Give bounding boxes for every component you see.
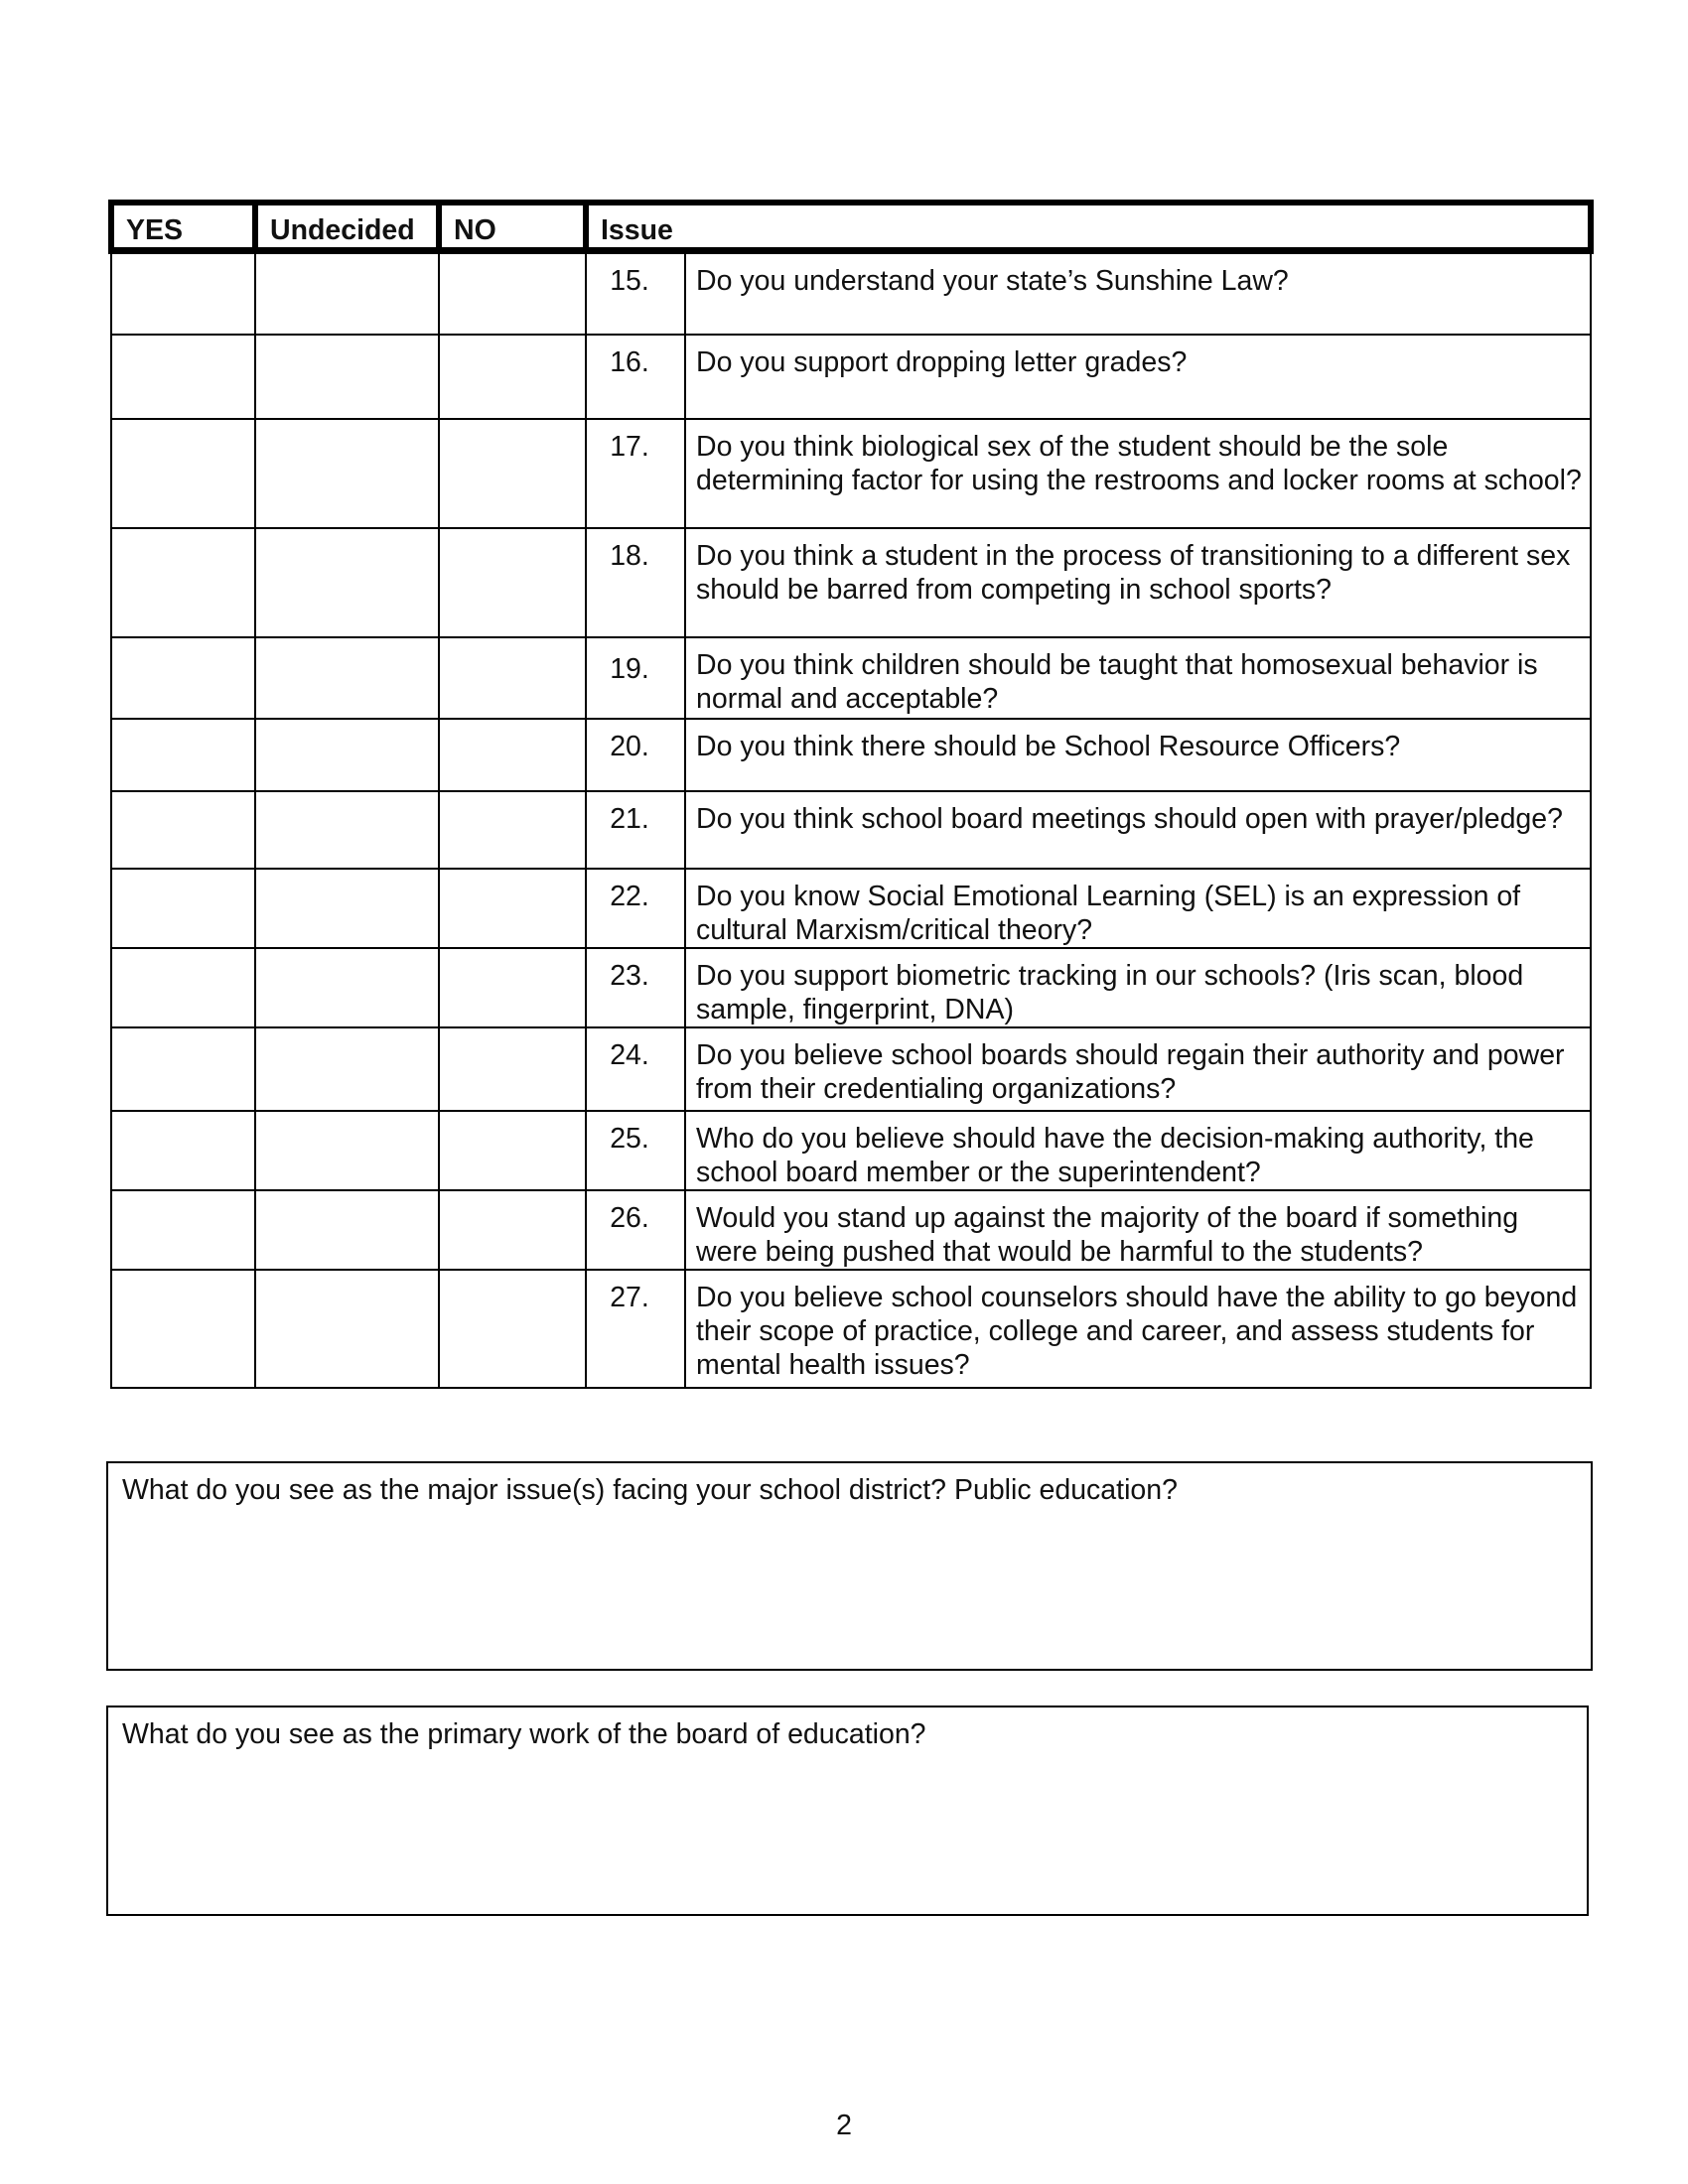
question-text: Do you think there should be School Resource Officers? [685, 719, 1591, 791]
yes-answer-box[interactable] [111, 251, 255, 335]
question-text: Would you stand up against the majority of the board if something were being pushed that would be harmful to the students? [685, 1190, 1591, 1270]
question-number: 23. [586, 948, 685, 1027]
undecided-answer-box[interactable] [255, 251, 439, 335]
table-row [111, 869, 1591, 948]
question-number: 19. [586, 637, 685, 719]
primary-work-prompt: What do you see as the primary work of the board of education? [122, 1718, 926, 1750]
table-header-row [111, 203, 1591, 251]
question-number: 27. [586, 1270, 685, 1388]
no-answer-box[interactable] [439, 948, 586, 1027]
question-text: Who do you believe should have the decision-making authority, the school board member or the superintendent? [685, 1111, 1591, 1190]
question-number: 25. [586, 1111, 685, 1190]
no-answer-box[interactable] [439, 1027, 586, 1111]
question-number: 24. [586, 1027, 685, 1111]
no-answer-box[interactable] [439, 869, 586, 948]
question-number: 17. [586, 419, 685, 528]
question-text: Do you think a student in the process of transitioning to a different sex should be barred from competing in school sports? [685, 528, 1591, 637]
page-number: 2 [836, 2110, 852, 2141]
no-answer-box[interactable] [439, 1111, 586, 1190]
undecided-answer-box[interactable] [255, 528, 439, 637]
yes-answer-box[interactable] [111, 1190, 255, 1270]
question-number: 21. [586, 791, 685, 869]
no-answer-box[interactable] [439, 419, 586, 528]
primary-work-question-box [106, 1706, 1589, 1916]
yes-answer-box[interactable] [111, 528, 255, 637]
question-text: Do you think children should be taught that homosexual behavior is normal and acceptable? [685, 637, 1591, 719]
question-text: Do you think school board meetings should open with prayer/pledge? [685, 791, 1591, 869]
table-row [111, 1270, 1591, 1388]
table-row [111, 948, 1591, 1027]
no-answer-box[interactable] [439, 719, 586, 791]
undecided-answer-box[interactable] [255, 1027, 439, 1111]
question-number: 15. [586, 251, 685, 335]
undecided-answer-box[interactable] [255, 1190, 439, 1270]
no-answer-box[interactable] [439, 637, 586, 719]
yes-answer-box[interactable] [111, 1027, 255, 1111]
header-issue: Issue [586, 203, 1591, 251]
yes-answer-box[interactable] [111, 419, 255, 528]
no-answer-box[interactable] [439, 528, 586, 637]
table-row [111, 1190, 1591, 1270]
table-row [111, 791, 1591, 869]
table-row [111, 1027, 1591, 1111]
question-text: Do you support dropping letter grades? [685, 335, 1591, 419]
primary-work-answer-field[interactable] [122, 1751, 1577, 1894]
major-issues-prompt: What do you see as the major issue(s) facing your school district? Public education? [122, 1474, 1178, 1506]
no-answer-box[interactable] [439, 791, 586, 869]
yes-answer-box[interactable] [111, 869, 255, 948]
question-number: 26. [586, 1190, 685, 1270]
undecided-answer-box[interactable] [255, 637, 439, 719]
undecided-answer-box[interactable] [255, 791, 439, 869]
yes-answer-box[interactable] [111, 1111, 255, 1190]
undecided-answer-box[interactable] [255, 719, 439, 791]
major-issues-answer-field[interactable] [122, 1507, 1581, 1650]
undecided-answer-box[interactable] [255, 419, 439, 528]
yes-answer-box[interactable] [111, 335, 255, 419]
table-row [111, 419, 1591, 528]
question-text: Do you believe school counselors should have the ability to go beyond their scope of practice, college and career, and assess students for mental health issues? [685, 1270, 1591, 1388]
header-yes: YES [111, 203, 255, 251]
table-row [111, 335, 1591, 419]
no-answer-box[interactable] [439, 1190, 586, 1270]
major-issues-question-box [106, 1461, 1593, 1671]
table-row [111, 637, 1591, 719]
header-undecided: Undecided [255, 203, 439, 251]
no-answer-box[interactable] [439, 251, 586, 335]
undecided-answer-box[interactable] [255, 948, 439, 1027]
undecided-answer-box[interactable] [255, 869, 439, 948]
question-number: 18. [586, 528, 685, 637]
undecided-answer-box[interactable] [255, 335, 439, 419]
question-number: 22. [586, 869, 685, 948]
table-row [111, 528, 1591, 637]
no-answer-box[interactable] [439, 1270, 586, 1388]
question-text: Do you support biometric tracking in our schools? (Iris scan, blood sample, fingerprint, DNA) [685, 948, 1591, 1027]
undecided-answer-box[interactable] [255, 1111, 439, 1190]
header-no: NO [439, 203, 586, 251]
question-text: Do you understand your state’s Sunshine Law? [685, 251, 1591, 335]
table-row [111, 1111, 1591, 1190]
table-row [111, 719, 1591, 791]
yes-answer-box[interactable] [111, 791, 255, 869]
no-answer-box[interactable] [439, 335, 586, 419]
yes-answer-box[interactable] [111, 719, 255, 791]
table-row [111, 251, 1591, 335]
yes-answer-box[interactable] [111, 1270, 255, 1388]
yes-answer-box[interactable] [111, 948, 255, 1027]
question-number: 16. [586, 335, 685, 419]
undecided-answer-box[interactable] [255, 1270, 439, 1388]
issues-survey-table [108, 200, 1594, 1389]
question-text: Do you know Social Emotional Learning (SEL) is an expression of cultural Marxism/critical theory? [685, 869, 1591, 948]
question-text: Do you believe school boards should regain their authority and power from their credentialing organizations? [685, 1027, 1591, 1111]
question-number: 20. [586, 719, 685, 791]
yes-answer-box[interactable] [111, 637, 255, 719]
question-text: Do you think biological sex of the student should be the sole determining factor for using the restrooms and locker rooms at school? [685, 419, 1591, 528]
